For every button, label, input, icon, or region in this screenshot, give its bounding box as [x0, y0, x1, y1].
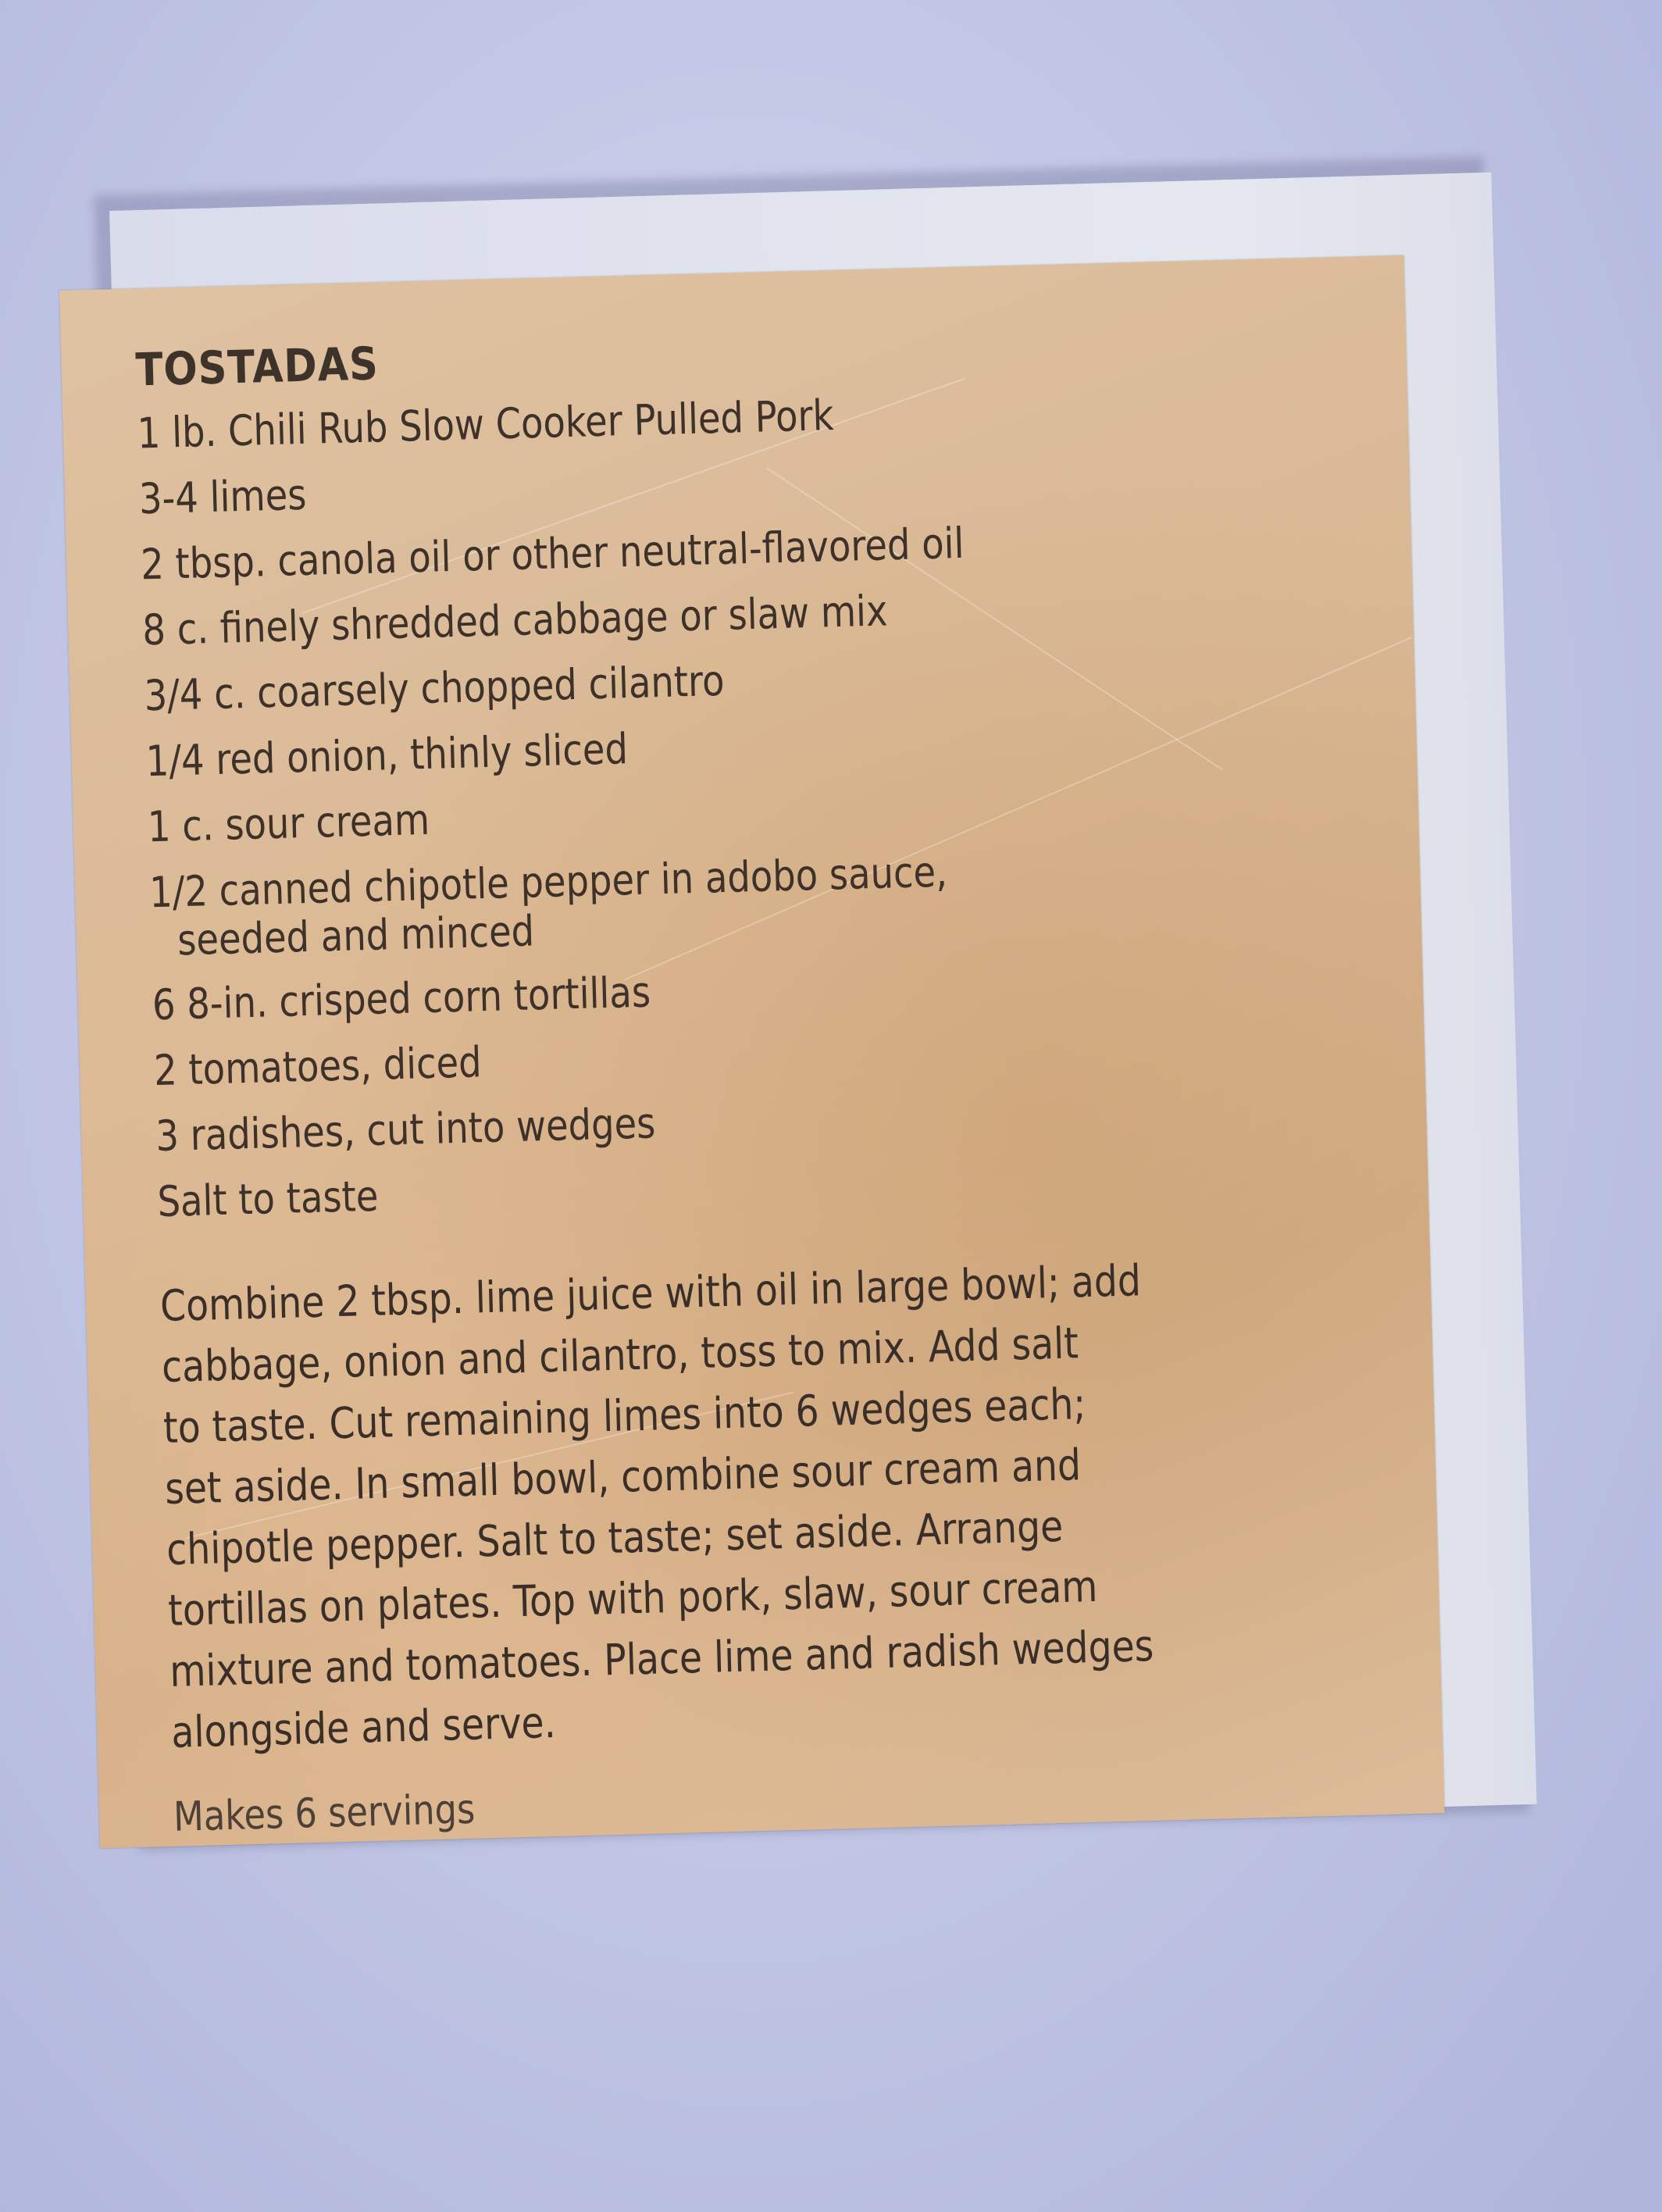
ingredient-item: 8 c. finely shredded cabbage or slaw mix — [141, 586, 889, 655]
ingredient-item: 3 radishes, cut into wedges — [155, 1098, 657, 1161]
directions-line: Combine 2 tbsp. lime juice with oil in large bowl; add — [159, 1255, 1142, 1332]
ingredient-item: Salt to taste — [156, 1171, 380, 1227]
directions-line: alongside and serve. — [170, 1697, 557, 1757]
ingredient-list — [137, 370, 1335, 1235]
directions-line: chipotle pepper. Salt to taste; set aside. Arrange — [166, 1500, 1064, 1575]
directions-line: cabbage, onion and cilantro, toss to mix. Add salt — [161, 1318, 1079, 1393]
directions-line: set aside. In small bowl, combine sour cream and — [164, 1440, 1082, 1514]
ingredient-item: 3/4 c. coarsely chopped cilantro — [143, 655, 726, 721]
directions-line: mixture and tomatoes. Place lime and radish wedges — [169, 1620, 1155, 1696]
recipe-directions — [159, 1248, 1233, 1763]
ingredient-item: 1/4 red onion, thinly sliced — [144, 724, 629, 787]
ingredient-item: 2 tomatoes, diced — [153, 1037, 483, 1096]
directions-line: tortillas on plates. Top with pork, slaw, sour cream — [167, 1561, 1099, 1636]
recipe-clipping — [59, 255, 1445, 1848]
recipe-yield: Makes 6 servings — [173, 1786, 476, 1841]
recipe-title: TOSTADAS — [134, 337, 380, 397]
recipe-content — [135, 312, 1351, 1841]
ingredient-item: 1 c. sour cream — [147, 794, 430, 852]
ingredient-item: 1 lb. Chili Rub Slow Cooker Pulled Pork — [136, 391, 835, 458]
directions-line: to taste. Cut remaining limes into 6 wedges each; — [162, 1379, 1086, 1454]
ingredient-item: 3-4 limes — [138, 469, 308, 524]
ingredient-item: 2 tbsp. canola oil or other neutral-flavored oil — [140, 518, 965, 590]
ingredient-item: 1/2 canned chipotle pepper in adobo sauce, — [148, 847, 948, 918]
ingredient-item-continued: seeded and minced — [177, 906, 535, 965]
ingredient-item: 6 8-in. crisped corn tortillas — [152, 967, 651, 1030]
